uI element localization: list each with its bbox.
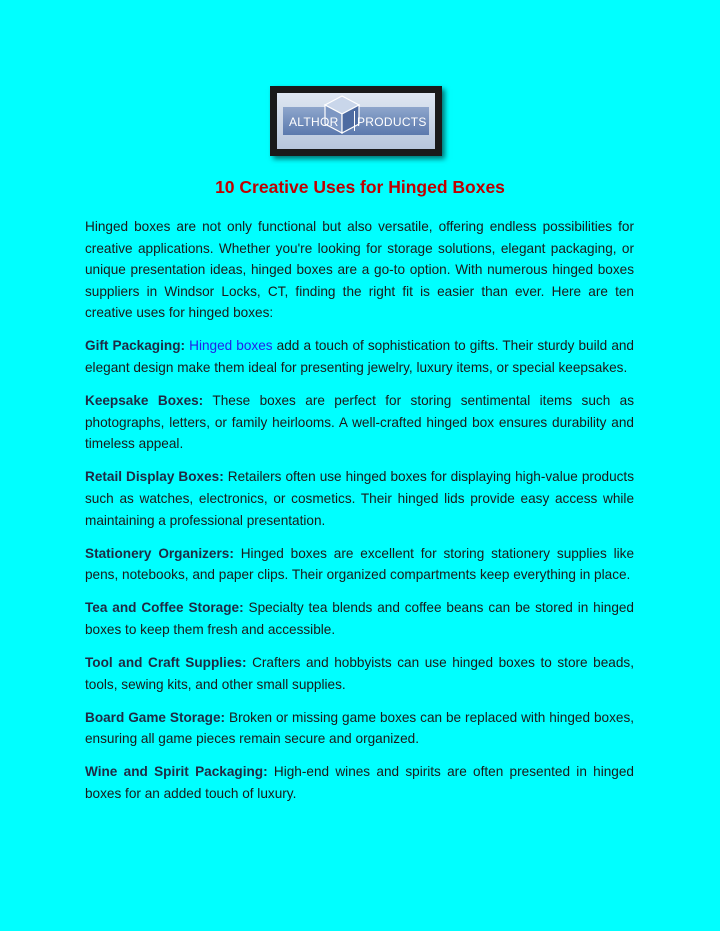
page-title: 10 Creative Uses for Hinged Boxes (215, 177, 505, 197)
section-gift-packaging (85, 335, 634, 378)
section-text: Hinged boxes are excellent for storing stationery supplies like pens, notebooks, and paper clips. Their organized compartments keep everything in place. (85, 545, 635, 583)
intro-paragraph: Hinged boxes are not only functional but also versatile, offering endless possibilities for creative applications. Whether you're looking for storage solutions, elegant packaging, or unique presentation ideas, hinged boxes are a go-to option. With numerous hinged boxes suppliers in Windsor Locks, CT, finding the right fit is easier than ever. Here are ten creative uses for hinged boxes: (85, 219, 634, 321)
section-heading: Board Game Storage: (85, 709, 226, 725)
section-stationery-organizers (85, 543, 634, 586)
althor-products-logo (270, 86, 442, 156)
document-body (85, 216, 634, 816)
section-retail-display-boxes (85, 466, 634, 531)
section-text: Retailers often use hinged boxes for displaying high-value products such as watches, electronics, or cosmetics. Their hinged lids provide easy access while maintaining a professional presentation. (85, 469, 634, 528)
section-tea-coffee-storage (85, 597, 634, 640)
section-heading: Tea and Coffee Storage: (85, 600, 244, 616)
section-heading: Retail Display Boxes: (85, 469, 224, 485)
section-heading: Wine and Spirit Packaging: (85, 764, 268, 780)
section-tool-craft-supplies (85, 652, 634, 695)
logo-panel (277, 93, 435, 149)
section-board-game-storage (85, 707, 634, 750)
logo-divider (354, 111, 355, 131)
section-text: Broken or missing game boxes can be replaced with hinged boxes, ensuring all game pieces remain secure and organized. (85, 709, 635, 747)
section-heading: Tool and Craft Supplies: (85, 655, 247, 671)
section-keepsake-boxes (85, 390, 634, 455)
section-text: Crafters and hobbyists can use hinged boxes to store beads, tools, sewing kits, and other small supplies. (85, 655, 634, 692)
logo-text-products: PRODUCTS (357, 115, 427, 129)
section-text: High-end wines and spirits are often presented in hinged boxes for an added touch of luxury. (85, 764, 634, 802)
logo-text-althor: ALTHOR (289, 115, 339, 129)
hinged-boxes-link[interactable]: Hinged boxes (189, 338, 273, 354)
section-text: Specialty tea blends and coffee beans can be stored in hinged boxes to keep them fresh and accessible. (85, 600, 634, 637)
section-text: add a touch of sophistication to gifts. Their sturdy build and elegant design make them ideal for presenting jewelry, luxury items, or special keepsakes. (85, 338, 634, 376)
section-heading: Keepsake Boxes: (85, 393, 204, 409)
section-text: These boxes are perfect for storing sentimental items such as photographs, letters, or family heirlooms. A well-crafted hinged box ensures durability and timeless appeal. (85, 393, 635, 452)
section-heading: Stationery Organizers: (85, 545, 234, 561)
section-heading: Gift Packaging: (85, 338, 186, 354)
section-wine-spirit-packaging (85, 761, 634, 804)
